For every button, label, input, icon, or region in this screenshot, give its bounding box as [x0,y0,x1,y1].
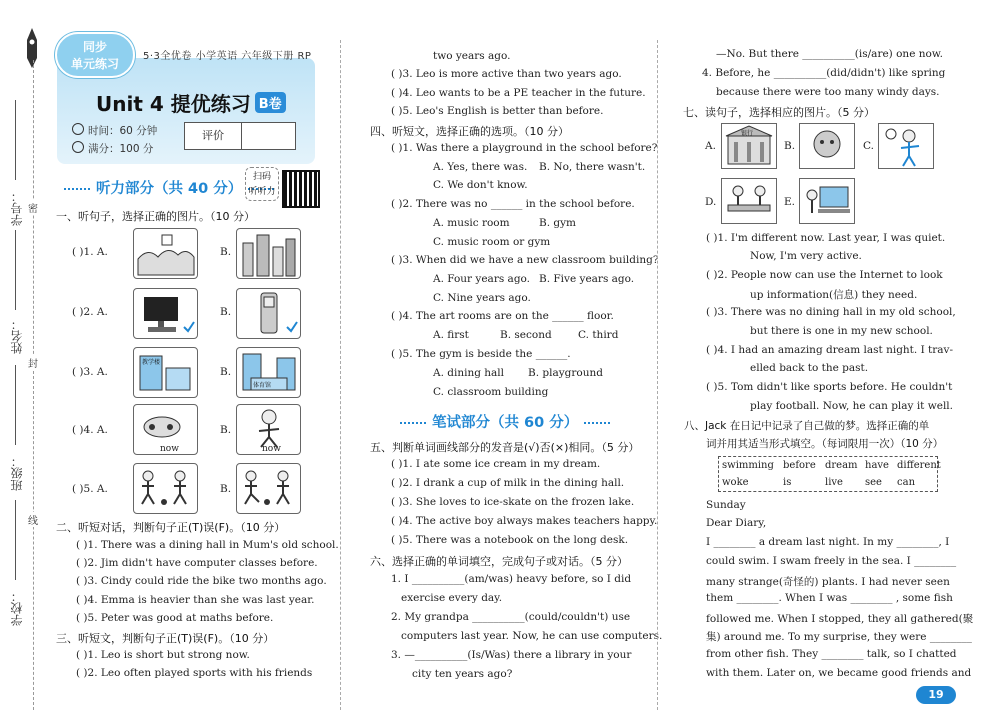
q3a-building-text: 教学楼 [142,359,161,366]
q3-label: ( )3. A. [72,366,108,378]
q5b-picture[interactable] [236,463,301,514]
part8-title-1: 八、Jack 在日记中记录了自己做的梦。选择正确的单 [684,420,930,432]
student-no-label: 学号： [10,190,24,226]
p4-q4-b: B. second [500,329,552,341]
p3-item-2-cont: two years ago. [433,50,511,62]
p7-pic-e[interactable] [799,178,855,224]
column-divider-1 [340,40,341,710]
p7-label-a: A. [705,140,716,152]
p4-q1-a: A. Yes, there was. [433,161,528,173]
part4-title: 四、听短文，选择正确的选项。（10 分） [370,125,569,138]
p4-q5-c: C. classroom building [433,386,549,398]
unit-title: Unit 4 提优练习 B卷 [96,88,286,117]
part5-title: 五、判断单词画线部分的发音是(√)否(×)相同。（5 分） [370,441,640,454]
word-9: see [865,477,882,488]
q2b-picture[interactable] [236,288,301,339]
p4-q4-a: A. first [433,329,469,341]
diary-line-4: could swim. I swam freely in the sea. I ________ [706,555,957,567]
diary-line-9: from other fish. They ________ talk, so I chatted [706,648,957,660]
diary-line-3: I ________ a dream last night. In my ________, I [706,536,950,548]
writing-section-title: 笔试部分（共 60 分） [432,411,578,432]
p4-q5-a: A. dining hall [433,367,505,379]
part3-title: 三、听短文，判断句子正(T)误(F)。（10 分） [56,632,275,645]
p4-q2-c: C. music room or gym [433,236,551,248]
q5-label: ( )5. A. [72,483,108,495]
p4-q3: ( )3. When did we have a new classroom building? [391,254,659,266]
part7-title: 七、读句子，选择相应的图片。（5 分） [683,106,875,119]
book-info: 5·3全优卷 小学英语 六年级下册 RP [143,51,312,62]
diary-line-8: 集) around me. To my surprise, they were ________ [706,631,972,643]
check-icon [72,141,84,153]
word-7: is [783,477,792,488]
p4-q3-b: B. Five years ago. [539,273,635,285]
p7-line-9: ( )5. Tom didn't like sports before. He couldn't [706,381,953,393]
p3-item-4: ( )4. Leo wants to be a PE teacher in the future. [391,87,646,99]
page-number: 19 [916,686,956,704]
series-tag: 同步 单元练习 [55,32,135,78]
p7-label-c: C. [863,140,874,152]
q4-label: ( )4. A. [72,424,108,436]
word-10: can [897,477,916,488]
p2-item-2: ( )2. Jim didn't have computer classes before. [76,557,318,569]
diary-line-1: Sunday [706,499,746,511]
word-1: swimming [722,460,774,471]
p4-q2: ( )2. There was no ______ in the school before. [391,198,635,210]
word-6: woke [722,477,749,488]
p4-q3-a: A. Four years ago. [433,273,531,285]
p3-item-5: ( )5. Leo's English is better than before. [391,105,604,117]
p3-item-3: ( )3. Leo is more active than two years ago. [391,68,622,80]
part2-title: 二、听短对话，判断句子正(T)误(F)。（10 分） [56,521,286,534]
p6-line-7: —No. But there __________(is/are) one now. [716,48,943,60]
p6-line-6: city ten years ago? [412,668,513,680]
p7-pic-d[interactable] [721,178,777,224]
diary-line-10: with them. Later on, we became good friends and [706,667,972,679]
word-2: before [783,460,816,471]
p6-line-2: exercise every day. [401,592,503,604]
unit-badge: B卷 [255,92,286,113]
p4-q1-b: B. No, there wasn't. [539,161,646,173]
q4b-now: now [262,444,281,454]
q3-b-label: B. [220,366,232,378]
score-box[interactable]: 评价 [184,122,296,150]
q1b-picture[interactable] [236,228,301,279]
p4-q4-c: C. third [578,329,619,341]
p7-line-3: ( )2. People now can use the Internet to look [706,269,943,281]
listening-section-title: 听力部分（共 40 分） [96,177,242,198]
p3-item-1: ( )1. Leo is short but strong now. [76,649,250,661]
p6-line-5: 3. —__________(Is/Was) there a library in your [391,649,632,661]
diary-line-7: followed me. When I stopped, they all gathered(聚 [706,613,974,625]
p2-item-3: ( )3. Cindy could ride the bike two months ago. [76,575,327,587]
word-4: have [865,460,889,471]
p7-label-d: D. [705,196,717,208]
part8-title-2: 词并用其适当形式填空。（每词限用一次）（10 分） [706,438,944,450]
name-label: 姓名： [10,318,24,354]
p7-pic-b[interactable] [799,123,855,169]
q3a-picture[interactable] [133,347,198,398]
q4-b-label: B. [220,424,232,436]
diary-line-2: Dear Diary, [706,517,767,529]
p6-line-8: 4. Before, he __________(did/didn't) like spring [702,67,946,79]
binding-strip [0,0,46,721]
q5a-picture[interactable] [133,463,198,514]
fold-mark: 封 [28,355,38,370]
q5-b-label: B. [220,483,232,495]
class-label: 班级： [10,455,24,491]
full-score: 满分：100 分 [72,141,153,156]
p4-q5-b: B. playground [528,367,603,379]
p3-item-2: ( )2. Leo often played sports with his friends [76,667,313,679]
p7-pic-a[interactable] [721,123,777,169]
p5-item-2: ( )2. I drank a cup of milk in the dining hall. [391,477,625,489]
q3b-building-text: 体育馆 [253,382,272,389]
diary-line-6: them ________. When I was ________ , some fish [706,592,953,604]
p4-q2-a: A. music room [433,217,510,229]
q1-b-label: B. [220,246,232,258]
p2-item-1: ( )1. There was a dining hall in Mum's old school. [76,539,339,551]
p4-q3-c: C. Nine years ago. [433,292,531,304]
qr-tag: 扫码 听听力 [245,167,279,201]
p6-line-4: computers last year. Now, he can use computers. [401,630,663,642]
diary-line-5: many strange(奇怪的) plants. I had never seen [706,576,950,588]
p6-line-9: because there were too many windy days. [716,86,940,98]
p7-line-5: ( )3. There was no dining hall in my old school, [706,306,956,318]
p4-q1-c: C. We don't know. [433,179,528,191]
p6-line-1: 1. I __________(am/was) heavy before, so I did [391,573,632,585]
p4-q1: ( )1. Was there a playground in the school before? [391,142,658,154]
p4-q2-b: B. gym [539,217,577,229]
q3b-picture[interactable] [236,347,301,398]
q4a-now: now [160,444,179,454]
p7-line-2: Now, I'm very active. [750,250,862,262]
q2-b-label: B. [220,306,232,318]
p5-item-1: ( )1. I ate some ice cream in my dream. [391,458,601,470]
rocket-icon [26,28,38,68]
word-5: different [897,460,941,471]
part6-title: 六、选择正确的单词填空，完成句子或对话。（5 分） [370,555,628,568]
p7-line-1: ( )1. I'm different now. Last year, I was quiet. [706,232,946,244]
p7-line-6: but there is one in my new school. [750,325,933,337]
school-label: 学校： [10,590,24,626]
p7-line-10: play football. Now, he can play it well. [750,400,953,412]
q1a-picture[interactable] [133,228,198,279]
p2-item-5: ( )5. Peter was good at maths before. [76,612,274,624]
p7-label-e: E. [784,196,796,208]
q2-label: ( )2. A. [72,306,108,318]
p5-item-4: ( )4. The active boy always makes teachers happy. [391,515,658,527]
qr-code-icon[interactable] [282,170,320,208]
part1-title: 一、听句子，选择正确的图片。（10 分） [56,210,255,223]
word-bank [718,456,941,492]
column-divider-2 [657,40,658,710]
p5-item-3: ( )3. She loves to ice-skate on the frozen lake. [391,496,635,508]
p7-line-8: elled back to the past. [750,362,869,374]
time-limit: 时间：60 分钟 [72,123,157,138]
p2-item-4: ( )4. Emma is heavier than she was last year. [76,594,315,606]
p7-line-4: up information(信息) they need. [750,289,918,301]
p7-pic-c[interactable] [878,123,934,169]
p4-q4: ( )4. The art rooms are on the ______ floor. [391,310,614,322]
p7-label-b: B. [784,140,796,152]
p5-item-5: ( )5. There was a notebook on the long desk. [391,534,629,546]
word-8: live [825,477,843,488]
seal-mark: 密 [28,200,38,215]
line-mark: 线 [28,512,38,527]
q2a-picture[interactable] [133,288,198,339]
word-3: dream [825,460,858,471]
p6-line-3: 2. My grandpa __________(could/couldn't) use [391,611,631,623]
p4-q5: ( )5. The gym is beside the ______. [391,348,571,360]
p7-line-7: ( )4. I had an amazing dream last night. I trav- [706,344,954,356]
clock-icon [72,123,84,135]
q1-label: ( )1. A. [72,246,108,258]
p7-pic-a-text: 银行 [741,130,754,137]
